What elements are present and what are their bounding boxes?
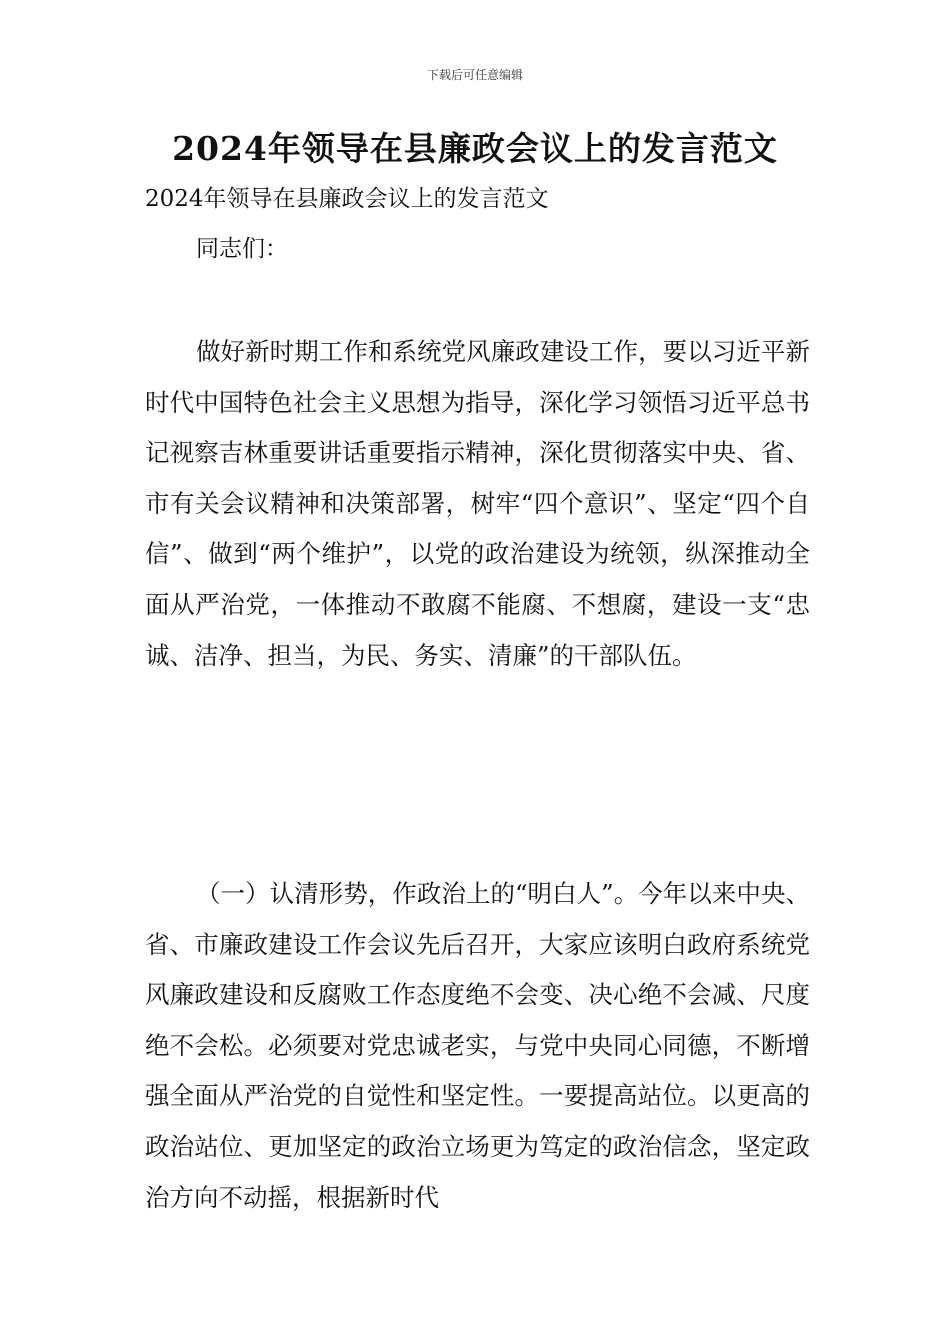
document-title: 2024年领导在县廉政会议上的发言范文 (172, 129, 778, 168)
greeting: 同志们： (196, 236, 288, 262)
header-note: 下载后可任意编辑 (426, 68, 523, 82)
document-subtitle: 2024年领导在县廉政会议上的发言范文 (145, 186, 549, 212)
body-paragraph-2: （一）认清形势，作政治上的“明白人”。今年以来中央、省、市廉政建设工作会议先后召开，大家应该明白政府系统党风廉政建设和反腐败工作态度绝不会变、决心绝不会减、尺度绝不会松。必须要对党忠诚老实，与党中央同心同德，不断增强全面从严治党的自觉性和坚定性。一要提高站位。以更高的政治站位、更加坚定的政治立场更为笃定的政治信念，坚定政治方向不动摇，根据新时代 (145, 879, 810, 1212)
body-paragraph-1: 做好新时期工作和系统党风廉政建设工作，要以习近平新时代中国特色社会主义思想为指导，深化学习领悟习近平总书记视察吉林重要讲话重要指示精神，深化贯彻落实中央、省、市有关会议精神和决策部署，树牢“四个意识”、坚定“四个自信”、做到“两个维护”，以党的政治建设为统领，纵深推动全面从严治党，一体推动不敢腐不能腐、不想腐，建设一支“忠诚、洁净、担当，为民、务实、清廉”的干部队伍。 (145, 337, 810, 670)
